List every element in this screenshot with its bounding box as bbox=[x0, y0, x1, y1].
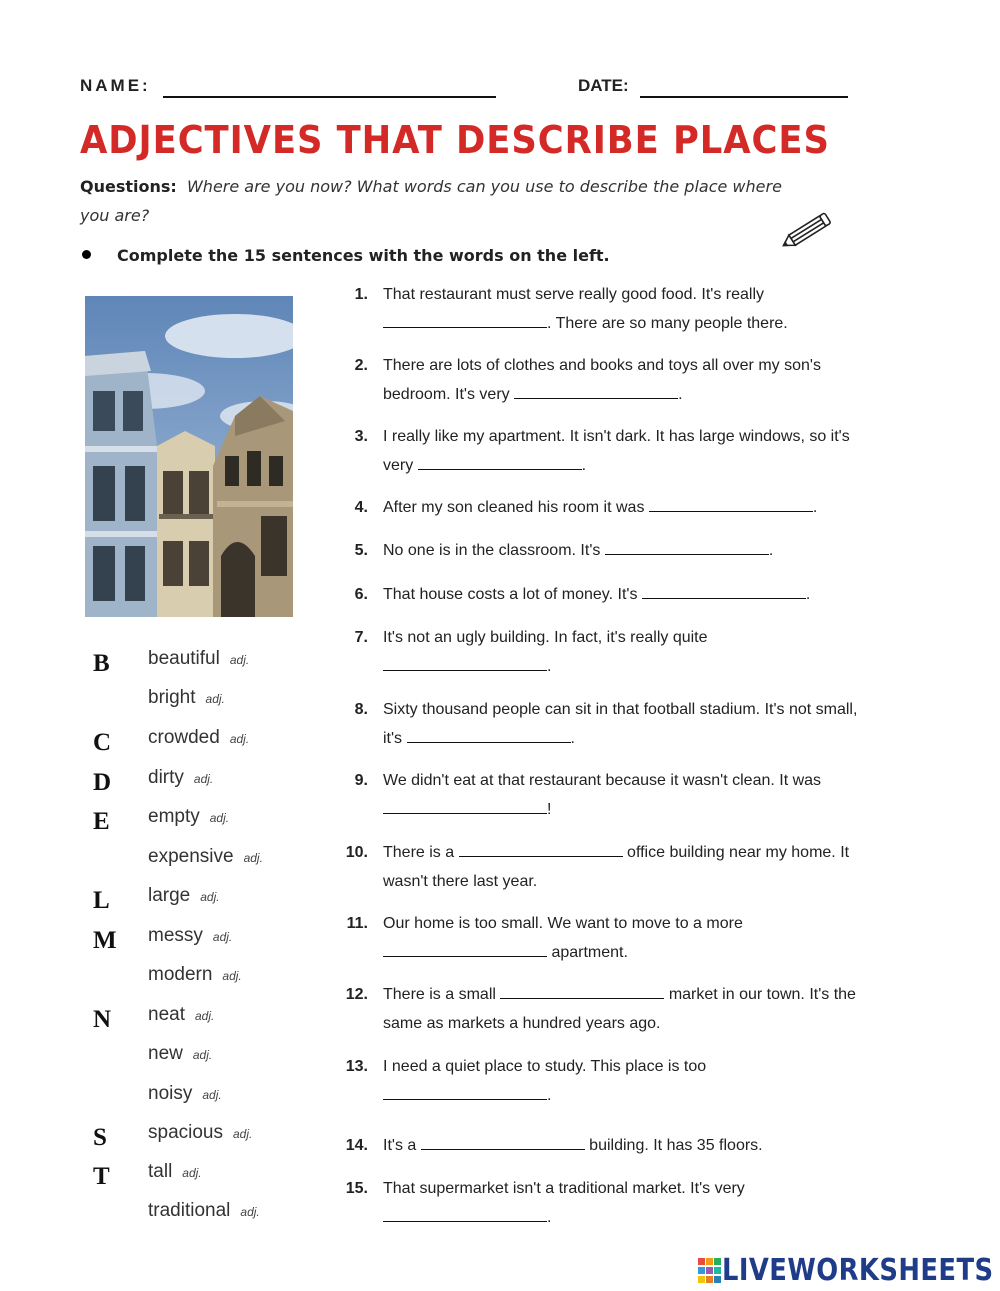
date-blank[interactable] bbox=[640, 96, 848, 98]
sentence-number: 4. bbox=[354, 499, 368, 516]
word-bank-letter: N bbox=[93, 1006, 112, 1033]
word-bank-pos: adj. bbox=[233, 1127, 253, 1141]
sentence-before: There is a small bbox=[383, 986, 501, 1003]
questions-text: Where are you now? What words can you use to describe the place where you are? bbox=[80, 177, 782, 225]
word-bank-word: bright bbox=[148, 687, 196, 708]
answer-blank[interactable] bbox=[500, 980, 664, 999]
answer-blank[interactable] bbox=[459, 838, 623, 857]
word-bank-pos: adj. bbox=[193, 772, 214, 786]
answer-blank[interactable] bbox=[383, 1081, 547, 1100]
word-bank-pos: adj. bbox=[212, 930, 233, 944]
word-bank-pos: adj. bbox=[222, 969, 242, 983]
word-bank-pos: adj. bbox=[205, 692, 225, 706]
sentence-after: market in our town. It's the same as markets a hundred years ago. bbox=[383, 986, 856, 1032]
word-bank-item bbox=[148, 1043, 212, 1065]
answer-blank[interactable] bbox=[407, 724, 571, 743]
word-bank-letter: T bbox=[93, 1163, 110, 1190]
sentence-after: . bbox=[768, 542, 774, 559]
sentence-number: 9. bbox=[354, 772, 368, 789]
sentence-after: . bbox=[547, 1209, 552, 1226]
sentence-number: 7. bbox=[354, 629, 368, 646]
building-photo bbox=[85, 296, 293, 617]
word-bank-letter: M bbox=[93, 927, 117, 954]
answer-blank[interactable] bbox=[642, 580, 806, 599]
sentence-text bbox=[383, 280, 863, 338]
sentence-before: That supermarket isn't a traditional market. It's very bbox=[383, 1180, 745, 1197]
answer-blank[interactable] bbox=[421, 1131, 585, 1150]
answer-blank[interactable] bbox=[383, 1203, 547, 1222]
word-bank-item bbox=[148, 1200, 260, 1222]
word-bank-item bbox=[148, 806, 229, 828]
word-bank-letter: E bbox=[93, 808, 110, 835]
questions-label: Questions: bbox=[80, 177, 177, 196]
sentence-text bbox=[383, 695, 863, 753]
word-bank-letter: L bbox=[93, 887, 110, 914]
sentence-before: That house costs a lot of money. It's bbox=[383, 586, 642, 603]
sentence-number: 3. bbox=[354, 428, 368, 445]
sentence-text bbox=[383, 1131, 863, 1160]
sentence-after: . bbox=[812, 499, 818, 516]
word-bank-item bbox=[148, 1161, 202, 1183]
word-bank-word: spacious bbox=[148, 1122, 223, 1143]
sentence-after: . There are so many people there. bbox=[547, 315, 788, 332]
sentence-text bbox=[383, 536, 863, 565]
word-bank-pos: adj. bbox=[182, 1166, 202, 1180]
sentence-number: 11. bbox=[346, 915, 368, 932]
word-bank-item bbox=[148, 687, 225, 709]
word-bank-pos: adj. bbox=[243, 851, 263, 865]
word-bank-letter: C bbox=[93, 729, 112, 756]
sentence-before: There is a bbox=[383, 844, 459, 861]
sentence-before: There are lots of clothes and books and toys all over my son's bedroom. It's very bbox=[383, 357, 821, 403]
sentence-after: . bbox=[570, 730, 575, 747]
sentence-text bbox=[383, 909, 863, 967]
word-bank-pos: adj. bbox=[229, 653, 250, 667]
word-bank-letter: B bbox=[93, 650, 110, 677]
sentence-before: Sixty thousand people can sit in that football stadium. It's not small, it's bbox=[383, 701, 858, 747]
sentence-text bbox=[383, 1052, 863, 1110]
sentence-after: . bbox=[678, 386, 683, 403]
sentence-after: building. It has 35 floors. bbox=[584, 1137, 763, 1154]
instruction-text: Complete the 15 sentences with the words on the left. bbox=[117, 246, 610, 265]
word-bank-pos: adj. bbox=[240, 1205, 260, 1219]
answer-blank[interactable] bbox=[383, 795, 547, 814]
pencil-icon bbox=[776, 208, 838, 256]
sentence-number: 1. bbox=[354, 286, 368, 303]
answer-blank[interactable] bbox=[383, 309, 547, 328]
sentence-number: 8. bbox=[354, 701, 368, 718]
sentence-number: 6. bbox=[354, 586, 368, 603]
sentence-before: It's not an ugly building. In fact, it's really quite bbox=[383, 629, 708, 646]
liveworksheets-logo-icon bbox=[698, 1258, 722, 1284]
answer-blank[interactable] bbox=[418, 451, 582, 470]
sentence-number: 14. bbox=[345, 1137, 368, 1154]
word-bank-item bbox=[148, 964, 242, 986]
word-bank-item bbox=[148, 1004, 214, 1026]
answer-blank[interactable] bbox=[649, 493, 813, 512]
sentence-after: ! bbox=[547, 801, 552, 818]
sentence-text bbox=[383, 980, 863, 1038]
sentence-text bbox=[383, 1174, 863, 1232]
answer-blank[interactable] bbox=[383, 938, 547, 957]
sentence-text bbox=[383, 838, 863, 896]
sentence-after: . bbox=[547, 658, 552, 675]
sentence-after: apartment. bbox=[547, 944, 628, 961]
worksheet-title: ADJECTIVES THAT DESCRIBE PLACES bbox=[80, 118, 830, 162]
word-bank-pos: adj. bbox=[200, 890, 220, 904]
word-bank-word: messy bbox=[148, 925, 203, 946]
sentence-before: I really like my apartment. It isn't dark. It has large windows, so it's very bbox=[383, 428, 850, 474]
answer-blank[interactable] bbox=[383, 652, 547, 671]
date-label: DATE: bbox=[578, 76, 629, 95]
sentence-after: . bbox=[581, 457, 587, 474]
sentence-text bbox=[383, 580, 863, 609]
word-bank-item bbox=[148, 885, 220, 907]
word-bank-item bbox=[148, 1083, 222, 1105]
sentence-text bbox=[383, 422, 863, 480]
sentence-before: No one is in the classroom. It's bbox=[383, 542, 605, 559]
word-bank-item bbox=[148, 727, 249, 749]
word-bank-item bbox=[148, 1122, 252, 1144]
sentence-text bbox=[383, 351, 863, 409]
sentence-before: It's a bbox=[383, 1137, 421, 1154]
word-bank-item bbox=[148, 925, 232, 947]
sentence-before: That restaurant must serve really good food. It's really bbox=[383, 286, 765, 303]
sentence-number: 5. bbox=[354, 542, 368, 559]
bullet-icon bbox=[82, 250, 91, 259]
sentence-text bbox=[383, 493, 863, 522]
sentence-after: . bbox=[547, 1087, 552, 1104]
sentence-text bbox=[383, 623, 863, 681]
word-bank-item bbox=[148, 648, 249, 670]
instruction bbox=[82, 246, 610, 265]
word-bank-word: empty bbox=[148, 806, 200, 827]
word-bank-pos: adj. bbox=[229, 732, 250, 746]
word-bank-word: expensive bbox=[148, 846, 234, 867]
word-bank-word: modern bbox=[148, 964, 213, 985]
word-bank-word: new bbox=[148, 1043, 183, 1064]
sentence-text bbox=[383, 766, 863, 824]
word-bank-word: crowded bbox=[148, 727, 220, 748]
answer-blank[interactable] bbox=[605, 536, 769, 555]
word-bank-word: noisy bbox=[148, 1083, 193, 1104]
sentence-before: We didn't eat at that restaurant because it wasn't clean. It was bbox=[383, 772, 822, 789]
word-bank-word: large bbox=[148, 885, 191, 906]
questions-block bbox=[80, 172, 800, 230]
word-bank-pos: adj. bbox=[209, 811, 230, 825]
sentence-number: 10. bbox=[345, 844, 368, 861]
word-bank-letter: S bbox=[93, 1124, 107, 1151]
sentence-before: After my son cleaned his room it was bbox=[383, 499, 649, 516]
word-bank-word: dirty bbox=[148, 767, 184, 788]
name-label: NAME: bbox=[80, 76, 151, 95]
sentence-number: 15. bbox=[345, 1180, 368, 1197]
answer-blank[interactable] bbox=[514, 380, 678, 399]
word-bank-pos: adj. bbox=[194, 1009, 215, 1023]
sentence-number: 13. bbox=[345, 1058, 368, 1075]
sentence-after: office building near my home. It wasn't there last year. bbox=[383, 844, 850, 890]
sentence-before: I need a quiet place to study. This place is too bbox=[383, 1058, 707, 1075]
word-bank-item bbox=[148, 846, 263, 868]
sentence-number: 12. bbox=[345, 986, 368, 1003]
sentence-number: 2. bbox=[354, 357, 368, 374]
sentence-after: . bbox=[805, 586, 811, 603]
word-bank-pos: adj. bbox=[202, 1088, 222, 1102]
word-bank-word: neat bbox=[148, 1004, 185, 1025]
word-bank-word: beautiful bbox=[148, 648, 220, 669]
word-bank-word: tall bbox=[148, 1161, 173, 1182]
word-bank-letter: D bbox=[93, 769, 112, 796]
liveworksheets-logo bbox=[698, 1253, 1000, 1288]
word-bank-item bbox=[148, 767, 213, 789]
brand-name: LIVEWORKSHEETS bbox=[722, 1253, 994, 1288]
name-blank[interactable] bbox=[163, 96, 496, 98]
word-bank-word: traditional bbox=[148, 1200, 231, 1221]
word-bank-pos: adj. bbox=[192, 1048, 213, 1062]
sentence-before: Our home is too small. We want to move to a more bbox=[383, 915, 743, 932]
